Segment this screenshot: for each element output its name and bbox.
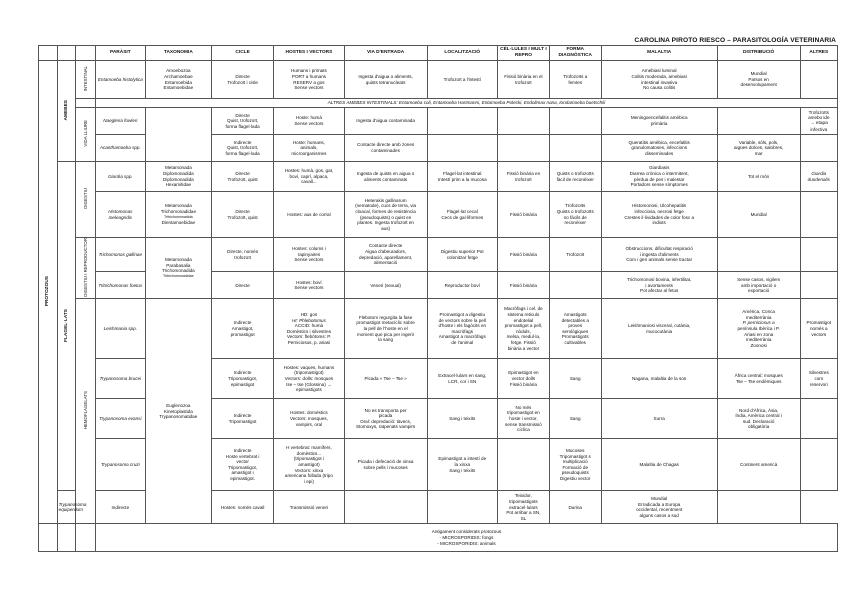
cell-parasit: Leishmania spp. <box>95 299 145 359</box>
cell-hostes: Hostes: vaques, humans (tripomastigot) Vectors: dolls: mosques tse – tse (Glossina) → epimastigots <box>274 359 344 399</box>
cell-cicle: Indirecte Tripomastigot <box>212 399 274 439</box>
cell-taxonomia: Euglenozoa Kinetoplastida Trypanosomatidae <box>145 299 211 524</box>
cell-forma: Trofozoïts Quists o trofozoïts no fàcils de reconèixer <box>549 192 601 238</box>
document-title: CAROLINA PIROTO RIESCO – PARASITOLOGÍA VETERINARIA <box>634 37 836 44</box>
cell-parasit: Naegleria fowleri <box>95 108 145 135</box>
cell-hostes: Hostes: colums i rapinyaires Sense vectors <box>274 238 344 272</box>
table-row <box>39 192 838 238</box>
cell-parasit: Histomonas meleagridis <box>95 192 145 238</box>
cell-via: Ingesta d'aigua contaminada <box>344 108 427 135</box>
cell-distribucio: Mundial <box>717 192 800 238</box>
cell-malaltia: Leishmaniosi visceral, cutània, mucocutània <box>601 299 717 359</box>
cell-forma: Teixidor, tripomastigots extracel·lulars Pot arribar a SN, SL <box>498 491 550 524</box>
cell-cel: Fissió binària <box>498 272 550 299</box>
cell-via: Ingesta de quists en aigua o aliments contaminats <box>344 162 427 192</box>
cell-via: Picada i defecació de xinxa sobre pells i mucoses <box>344 439 427 491</box>
cell-cicle: Directe, només trofozoït <box>212 238 274 272</box>
cell-taxonomia: Amoebozoa Archamoebae Entamoebida Entamoebidae <box>145 61 211 99</box>
cell-cicle: Directe Trofozoït, quist <box>212 192 274 238</box>
col-forma: FORMA DIAGNÒSTICA <box>549 46 601 61</box>
col-distribucio: DISTRIBUCIÓ <box>717 46 800 61</box>
cell-taxonomia: Metamonada Parabasalia Trichomonadida Tritrichomonadidae <box>145 238 211 299</box>
cell-parasit: Trypanosoma equiperdum <box>57 491 76 524</box>
cell-cel: Macròfags i cel. de sistema reticulo endotelial promastigot a pell, nòduls, melsa, medul·la, fetge. Fissió binària a vector <box>498 299 550 359</box>
cell-distribucio: Nord d'Àfrica, Àsia, Índia, Amèrica central i sud. Declaració obligatòria <box>717 399 800 439</box>
cell-via: Contacte directe Aigua d'abeuradors, depredació, aparellament, alimentació <box>344 238 427 272</box>
cell-cicle: Directe Quist, trofozoït, forma flagel·lada <box>212 108 274 135</box>
cell-localitzacio: Flagel·lat cecal Cecs de gal·liformes <box>427 192 497 238</box>
subgroup-digestiu: DIGESTIU <box>76 162 96 238</box>
cell-altres: Promastigot només a vectors <box>800 299 837 359</box>
cell-distribucio: Variable, sòls, pols, aigües dolces, salobres, mar <box>717 135 800 162</box>
cell-hostes: Hoste: humans, animals, microorganismes <box>274 135 344 162</box>
cell-cel: Fissió binària <box>498 238 550 272</box>
cell-parasit: Acanthamoeba spp. <box>95 135 145 162</box>
cell-via: No es transporta per picada Oral: depredació: tàvecs, Stomoxys, ratpenats vampirs <box>344 399 427 439</box>
cell-hostes: Hostes: boví Sense vectors <box>274 272 344 299</box>
cell-cicle: Directe <box>212 272 274 299</box>
subgroup-intestinal: INTESTINAL <box>76 61 96 99</box>
table-row <box>39 299 838 359</box>
cell-via: Transmissió veneri <box>274 491 344 524</box>
cell-via: Flebotom regurgita la fase promastigot metacíclic sobre la pell de l'hoste en el moment que pica per ingerir la sang <box>344 299 427 359</box>
cell-cel: Epimastigot en vector dolls Fissió binària <box>498 359 550 399</box>
cell-localitzacio: Reproductor boví <box>427 272 497 299</box>
note-altres-amebes: ALTRES AMEBES INTESTINALS: Entamoeba coli, Entamoeba Hartmanni, Entamoeba Polecki, Endolimax nana, Iondamoeba buetschlii <box>95 99 837 108</box>
cell-via: Veneri (sexual) <box>344 272 427 299</box>
footer-note: Antigament considerats protozous - MICROSPORIDIS: fongs - MICROSPORIDIS: animals <box>95 524 837 552</box>
header-row <box>39 46 838 61</box>
col-cel: CÈL·LULES I MULT I REPRO <box>498 46 550 61</box>
cell-via: Picada « Tse – Tse » <box>344 359 427 399</box>
cell-cicle: Directe Trofozoït, quist <box>212 162 274 192</box>
group-flagelats: FLAGEL·LATS <box>57 162 76 491</box>
cell-cicle: Indirecte <box>95 491 145 524</box>
cell-distribucio: Mundial Erradicada a Europa occidental, recentment alguns casos a sud <box>601 491 717 524</box>
cell-malaltia: Obstruccions, dificultat respiració i ingesta d'aliments Com i gen animals sense tractar <box>601 238 717 272</box>
cell-forma: Amastigots detectables a proves serològiques Promastigots cultivables <box>549 299 601 359</box>
cell-forma: Trofozoït <box>549 238 601 272</box>
col-cicle: CICLE <box>212 46 274 61</box>
cell-parasit: Entamoeba histolytica <box>95 61 145 99</box>
parasitology-table <box>38 45 838 552</box>
cell-taxonomia: Metamonada Diplomonadida Diplomonadida Hexamitidae <box>145 162 211 192</box>
cell-hostes: HD: gos HI: Phlebotomus ACCID: humà Domèstics i silvestres Vectors: flebòtoms: P. Perniciosus, p. ariasi <box>274 299 344 359</box>
cell-parasit: Trypanosoma brucei <box>95 359 145 399</box>
cell-altres: Trofozoïts amebo ide → etapa infectiva <box>800 108 837 135</box>
cell-altres: Giardia duodenalis <box>800 162 837 192</box>
subgroup-hemoflagelats: HEMOFLAGELATS <box>76 299 96 524</box>
cell-distribucio: Mundial Països en desenvolupament <box>717 61 800 99</box>
cell-cicle: Directe Trofozoït i cisle <box>212 61 274 99</box>
cell-hostes: H vertebrat: mamífers, domèstics... (tripomastigot i amastigot) Vectors: xinxa americana follada (tripo i epi) <box>274 439 344 491</box>
cell-malaltia: Nagana, malaltia de la son <box>601 359 717 399</box>
table-row <box>39 238 838 272</box>
cell-cicle: Indirecte Tripomastigot, epimastigot <box>212 359 274 399</box>
cell-cicle: Indirecte Hoste vertebrat i vector Tripomastigot, amastigot i epimastigot. <box>212 439 274 491</box>
cell-distribucio: Sense casos, vigilem amb importació o exportació <box>717 272 800 299</box>
note-row <box>39 99 838 108</box>
col-altres: ALTRES <box>800 46 837 61</box>
cell-hostes: Hostes: humà, gos, gat, boví, caprí, alpaca, cavall... <box>274 162 344 192</box>
cell-parasit: Tritrichomonas foetus <box>95 272 145 299</box>
cell-hostes: Humans i primats PORT a humans RESERV a gos Sense vectors <box>274 61 344 99</box>
cell-malaltia: Queratitis amèbica, encefalitis granulomatoses, infeccions disseminades <box>601 135 717 162</box>
cell-malaltia: Meningoencefalitis amèbica primària <box>601 108 717 135</box>
table-row <box>39 108 838 135</box>
cell-altres <box>800 61 837 99</box>
cell-cel: Fissió binària en el trofozoït <box>498 61 550 99</box>
cell-parasit: Trypanosoma evansi <box>95 399 145 439</box>
cell-cicle: Indirecte Quist, trofozoït, forma flagel·lada <box>212 135 274 162</box>
cell-localitzacio: Flagel·lat intestinal Intestí prim a la mucosa <box>427 162 497 192</box>
cell-distribucio: Continent americà <box>717 439 800 491</box>
cell-forma: Trofozoïts a femtes <box>549 61 601 99</box>
cell-distribucio: Àfrica central: mosques Tse – Tse endèmiques <box>717 359 800 399</box>
cell-hostes: Hostes: aus de corral <box>274 192 344 238</box>
cell-forma: Sang <box>549 359 601 399</box>
cell-hostes: Hostes: domèstics Vectors: mosques, vampirs, oral <box>274 399 344 439</box>
group-protozous: PROTOZOUS <box>39 61 58 524</box>
cell-parasit: Giardia spp. <box>95 162 145 192</box>
table-row <box>39 162 838 192</box>
cell-cicle: Indirecte Amastigot, promastigot <box>212 299 274 359</box>
cell-cel: No més tripomastigot en hoste i vector, sense transmissió cíclica <box>498 399 550 439</box>
cell-taxonomia: Metamonada Trichomonadidae Tritrichomonadida Dientamoebidae <box>145 192 211 238</box>
table-row <box>39 61 838 99</box>
cell-localitzacio: Digestiu superior Pot colonitzar fetge <box>427 238 497 272</box>
cell-localitzacio: Extracel·lulars en sang, LCR, cor i SN <box>427 359 497 399</box>
cell-malaltia: Trichomonosi bovina, infertilitat, i avortaments Pot afectar al fetus <box>601 272 717 299</box>
cell-malaltia: Amebiasi luminal Colitis moderada, amebiasi intestinal invasiva No causa colitis <box>601 61 717 99</box>
subgroup-digestiu-reproductor: DIGESTIU I REPRODUCTOR <box>76 238 96 299</box>
cell-localitzacio: Epimastigot a intestí de la xinxa Sang i teixits <box>427 439 497 491</box>
cell-localitzacio: Sang i teixits <box>427 399 497 439</box>
group-amebes: AMEBES <box>57 61 76 162</box>
col-via: VIA D'ENTRADA <box>344 46 427 61</box>
cell-hostes: Hoste: humà Sense vectors <box>274 108 344 135</box>
cell-malaltia: Malaltia de Chagas <box>601 439 717 491</box>
cell-malaltia: Giardiasis Diarrea crònica o intermitent, pèrdua de pes i malestar Portadors sense símptomes <box>601 162 717 192</box>
cell-cel: Fissió binària <box>498 192 550 238</box>
cell-malaltia: Surra <box>601 399 717 439</box>
cell-forma: Quists o trofozoïts fàcil de reconèixer <box>549 162 601 192</box>
cell-distribucio: Tot el món <box>717 162 800 192</box>
cell-forma: Mucoses Tripomastigot s multiplicació Formació de pseudoquists Digestiu vector <box>549 439 601 491</box>
cell-localitzacio: Trofozoït a l'intestí <box>427 61 497 99</box>
cell-via: Heterakis gallinarum (nematode), cucs de terra, via cloacal, formes de resistència (pseudoquists) o quist en plantes. Ingesta trofozoït en aus) <box>344 192 427 238</box>
col-parasit: PARÀSIT <box>95 46 145 61</box>
cell-malaltia: Durina <box>549 491 601 524</box>
cell-hostes: Hostes: només cavall <box>212 491 274 524</box>
cell-altres: Silvestres com reservori <box>800 359 837 399</box>
cell-parasit: Trypanosoma cruzi <box>95 439 145 491</box>
cell-parasit: Trichomonas gallinae <box>95 238 145 272</box>
col-localitzacio: LOCALITZACIÓ <box>427 46 497 61</box>
cell-via: Ingesta d'aigua o aliments, quists tetranucleats <box>344 61 427 99</box>
cell-distribucio: Amèrica, Conca mediterrània P. perniciosus a península Ibèrica i P. Ariasi en zona mediterrània Zoonosi <box>717 299 800 359</box>
col-taxonomia: TAXONOMIA <box>145 46 211 61</box>
footer-row <box>39 524 838 552</box>
cell-localitzacio: Promastigot a digestiu de vectors sobre la pell d'hoste i els fagòcits en macròfags Amastigot a macròfags de l'animal <box>427 299 497 359</box>
cell-via: Contacte directe amb zones contaminades <box>344 135 427 162</box>
cell-forma: Sang <box>549 399 601 439</box>
cell-taxonomia <box>145 108 211 162</box>
col-malaltia: MALALTIA <box>601 46 717 61</box>
cell-cel: Fissió binària en trofozoït <box>498 162 550 192</box>
cell-malaltia: Histomonosi, Ulcohepatitis infecciosa, necrosi fetge Crestes il·lividades de color fosc a indiots <box>601 192 717 238</box>
col-hostes: HOSTES I VECTORS <box>274 46 344 61</box>
subgroup-vida-lliure: VIDA LLIURE <box>76 108 96 162</box>
